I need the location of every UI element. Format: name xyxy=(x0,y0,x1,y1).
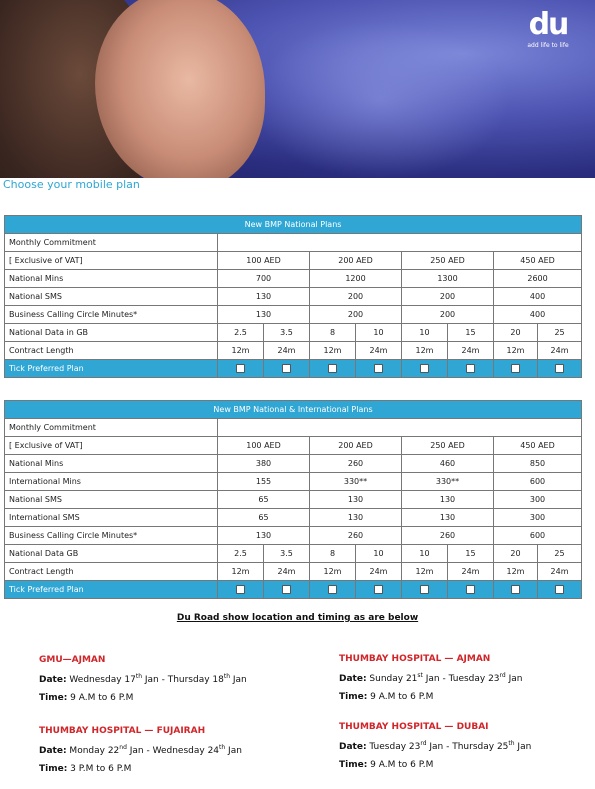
plan-checkbox[interactable] xyxy=(466,585,475,594)
date-label: Date: xyxy=(339,742,367,752)
location-date xyxy=(39,673,247,685)
location-date xyxy=(39,744,242,756)
date-label: Date: xyxy=(39,675,67,685)
location-name: THUMBAY HOSPITAL — DUBAI xyxy=(339,722,489,732)
row-label: Contract Length xyxy=(5,563,218,581)
contract-cell: 24m xyxy=(264,342,310,360)
location-date xyxy=(339,740,531,752)
data-cell: 25 xyxy=(538,324,582,342)
tick-cell xyxy=(538,581,582,599)
row-label: National SMS xyxy=(5,491,218,509)
data-cell: 2.5 xyxy=(218,545,264,563)
plan-checkbox[interactable] xyxy=(328,585,337,594)
table-cell: 200 xyxy=(310,288,402,306)
location-time xyxy=(339,760,531,770)
date-part: Monday 22 xyxy=(66,746,120,756)
row-label: Business Calling Circle Minutes* xyxy=(5,306,218,324)
contract-cell: 24m xyxy=(538,563,582,581)
plan-checkbox[interactable] xyxy=(555,585,564,594)
table-cell: 130 xyxy=(218,306,310,324)
price-cell: 100 AED xyxy=(218,252,310,270)
commitment-label: Monthly Commitment xyxy=(5,419,218,437)
table-cell: 380 xyxy=(218,455,310,473)
row-label: National Mins xyxy=(5,455,218,473)
tick-cell xyxy=(494,360,538,378)
row-label: National Mins xyxy=(5,270,218,288)
plan-checkbox[interactable] xyxy=(511,585,520,594)
hero-glow xyxy=(250,20,510,178)
plan-checkbox[interactable] xyxy=(374,364,383,373)
table-cell: 65 xyxy=(218,509,310,527)
location-date xyxy=(339,672,522,684)
date-suffix: rd xyxy=(420,740,427,747)
roadshow-title: Du Road show location and timing as are below xyxy=(176,613,419,623)
contract-cell: 12m xyxy=(218,342,264,360)
table-cell: 130 xyxy=(218,527,310,545)
tick-cell xyxy=(264,581,310,599)
date-label: Date: xyxy=(339,674,367,684)
plan-checkbox[interactable] xyxy=(282,585,291,594)
table-cell: 300 xyxy=(494,491,582,509)
price-cell: 200 AED xyxy=(310,252,402,270)
tick-label: Tick Preferred Plan xyxy=(5,581,218,599)
table-cell: 130 xyxy=(310,491,402,509)
vat-label: [ Exclusive of VAT] xyxy=(5,437,218,455)
data-cell: 20 xyxy=(494,324,538,342)
table-cell: 130 xyxy=(402,491,494,509)
page-heading: Choose your mobile plan xyxy=(3,178,140,191)
table-cell: 260 xyxy=(310,455,402,473)
row-label: National SMS xyxy=(5,288,218,306)
contract-cell: 24m xyxy=(448,342,494,360)
location-name: THUMBAY HOSPITAL — FUJAIRAH xyxy=(39,726,206,736)
date-part: Wednesday 17 xyxy=(66,675,136,685)
data-cell: 8 xyxy=(310,545,356,563)
plan-checkbox[interactable] xyxy=(374,585,383,594)
price-cell: 450 AED xyxy=(494,252,582,270)
data-cell: 2.5 xyxy=(218,324,264,342)
data-cell: 8 xyxy=(310,324,356,342)
date-suffix: th xyxy=(219,744,226,751)
date-part: Jan xyxy=(514,742,532,752)
tick-cell xyxy=(448,360,494,378)
table-cell: 65 xyxy=(218,491,310,509)
table-cell: 130 xyxy=(402,509,494,527)
date-part: Jan xyxy=(225,746,242,756)
tick-cell xyxy=(218,360,264,378)
date-suffix: th xyxy=(223,673,231,680)
plan-checkbox[interactable] xyxy=(555,364,564,373)
table-cell: 460 xyxy=(402,455,494,473)
plan-checkbox[interactable] xyxy=(420,585,429,594)
location-thumbay-fujairah xyxy=(39,726,242,782)
table-title: New BMP National Plans xyxy=(5,216,582,234)
data-cell: 20 xyxy=(494,545,538,563)
time-value: 9 A.M to 6 P.M xyxy=(67,693,134,703)
date-part: Jan - Thursday 18 xyxy=(142,675,224,685)
location-thumbay-ajman xyxy=(339,654,522,710)
commitment-label xyxy=(5,234,218,252)
location-time xyxy=(339,692,522,702)
tick-cell xyxy=(356,360,402,378)
contract-cell: 12m xyxy=(310,563,356,581)
date-suffix: th xyxy=(508,740,515,747)
data-cell: 10 xyxy=(402,545,448,563)
national-plans-table xyxy=(4,215,582,378)
plan-checkbox[interactable] xyxy=(236,364,245,373)
price-cell: 450 AED xyxy=(494,437,582,455)
hero-photo-face xyxy=(95,0,265,178)
table-cell: 260 xyxy=(310,527,402,545)
date-part: Jan - Thursday 25 xyxy=(426,742,509,752)
date-part: Tuesday 23 xyxy=(366,742,421,752)
table-cell: 330** xyxy=(310,473,402,491)
plan-checkbox[interactable] xyxy=(282,364,291,373)
logo-mark: du xyxy=(528,7,568,42)
table-cell: 300 xyxy=(494,509,582,527)
date-label: Date: xyxy=(39,746,67,756)
international-plans-table xyxy=(4,400,582,599)
date-part: Jan - Wednesday 24 xyxy=(126,746,220,756)
row-label: National Data in GB xyxy=(5,324,218,342)
time-value: 9 A.M to 6 P.M xyxy=(367,760,434,770)
tick-cell xyxy=(310,581,356,599)
time-label: Time: xyxy=(39,693,68,703)
location-time xyxy=(39,764,242,774)
location-name: GMU—AJMAN xyxy=(39,655,106,665)
row-label: International SMS xyxy=(5,509,218,527)
contract-cell: 12m xyxy=(402,563,448,581)
plan-checkbox[interactable] xyxy=(511,364,520,373)
location-gmu-ajman xyxy=(39,655,247,711)
contract-cell: 24m xyxy=(538,342,582,360)
data-cell: 15 xyxy=(448,324,494,342)
date-part: Jan - Tuesday 23 xyxy=(422,674,500,684)
data-cell: 10 xyxy=(356,545,402,563)
table-cell: 260 xyxy=(402,527,494,545)
table-cell: 1200 xyxy=(310,270,402,288)
row-label: Business Calling Circle Minutes* xyxy=(5,527,218,545)
contract-cell: 12m xyxy=(310,342,356,360)
location-thumbay-dubai xyxy=(339,722,531,778)
price-cell: 250 AED xyxy=(402,252,494,270)
date-part: Sunday 21 xyxy=(366,674,418,684)
location-name: THUMBAY HOSPITAL — AJMAN xyxy=(339,654,491,664)
table-cell: 600 xyxy=(494,527,582,545)
price-cell: 200 AED xyxy=(310,437,402,455)
plan-checkbox[interactable] xyxy=(328,364,337,373)
tick-cell xyxy=(448,581,494,599)
date-suffix: rd xyxy=(499,672,506,679)
price-cell: 100 AED xyxy=(218,437,310,455)
date-suffix: th xyxy=(135,673,142,680)
table-cell: 200 xyxy=(310,306,402,324)
tick-label: Tick Preferred Plan xyxy=(5,360,218,378)
location-time xyxy=(39,693,247,703)
contract-cell: 24m xyxy=(448,563,494,581)
table-cell: 130 xyxy=(310,509,402,527)
plan-checkbox[interactable] xyxy=(420,364,429,373)
tick-cell xyxy=(402,360,448,378)
table-cell: 400 xyxy=(494,288,582,306)
date-suffix: st xyxy=(417,672,423,679)
contract-cell: 12m xyxy=(218,563,264,581)
commitment-spacer xyxy=(218,419,582,437)
commitment-spacer xyxy=(218,234,582,252)
data-cell: 3.5 xyxy=(264,324,310,342)
price-cell: 250 AED xyxy=(402,437,494,455)
commitment-label-text: Monthly Commitment xyxy=(9,238,96,247)
vat-label: [ Exclusive of VAT] xyxy=(5,252,218,270)
date-part: Jan xyxy=(230,675,247,685)
data-cell: 10 xyxy=(402,324,448,342)
time-label: Time: xyxy=(339,692,368,702)
tick-cell xyxy=(218,581,264,599)
table-cell: 850 xyxy=(494,455,582,473)
table-cell: 200 xyxy=(402,306,494,324)
table-title: New BMP National & International Plans xyxy=(5,401,582,419)
row-label: International Mins xyxy=(5,473,218,491)
row-label: Contract Length xyxy=(5,342,218,360)
tick-cell xyxy=(356,581,402,599)
table-cell: 1300 xyxy=(402,270,494,288)
du-logo xyxy=(517,8,579,50)
table-cell: 2600 xyxy=(494,270,582,288)
table-cell: 200 xyxy=(402,288,494,306)
data-cell: 15 xyxy=(448,545,494,563)
contract-cell: 24m xyxy=(264,563,310,581)
table-cell: 130 xyxy=(218,288,310,306)
data-cell: 10 xyxy=(356,324,402,342)
hero-banner xyxy=(0,0,595,178)
tick-cell xyxy=(310,360,356,378)
plan-checkbox[interactable] xyxy=(466,364,475,373)
contract-cell: 12m xyxy=(402,342,448,360)
contract-cell: 24m xyxy=(356,563,402,581)
tick-cell xyxy=(538,360,582,378)
time-label: Time: xyxy=(39,764,68,774)
table-cell: 400 xyxy=(494,306,582,324)
contract-cell: 24m xyxy=(356,342,402,360)
tick-cell xyxy=(402,581,448,599)
row-label: National Data GB xyxy=(5,545,218,563)
time-value: 3 P.M to 6 P.M xyxy=(67,764,132,774)
tick-cell xyxy=(494,581,538,599)
contract-cell: 12m xyxy=(494,342,538,360)
contract-cell: 12m xyxy=(494,563,538,581)
plan-checkbox[interactable] xyxy=(236,585,245,594)
table-cell: 700 xyxy=(218,270,310,288)
time-value: 9 A.M to 6 P.M xyxy=(367,692,434,702)
tick-cell xyxy=(264,360,310,378)
date-suffix: nd xyxy=(119,744,127,751)
logo-tagline: add life to life xyxy=(527,42,569,49)
time-label: Time: xyxy=(339,760,368,770)
data-cell: 3.5 xyxy=(264,545,310,563)
date-part: Jan xyxy=(505,674,523,684)
table-cell: 600 xyxy=(494,473,582,491)
data-cell: 25 xyxy=(538,545,582,563)
table-cell: 330** xyxy=(402,473,494,491)
table-cell: 155 xyxy=(218,473,310,491)
